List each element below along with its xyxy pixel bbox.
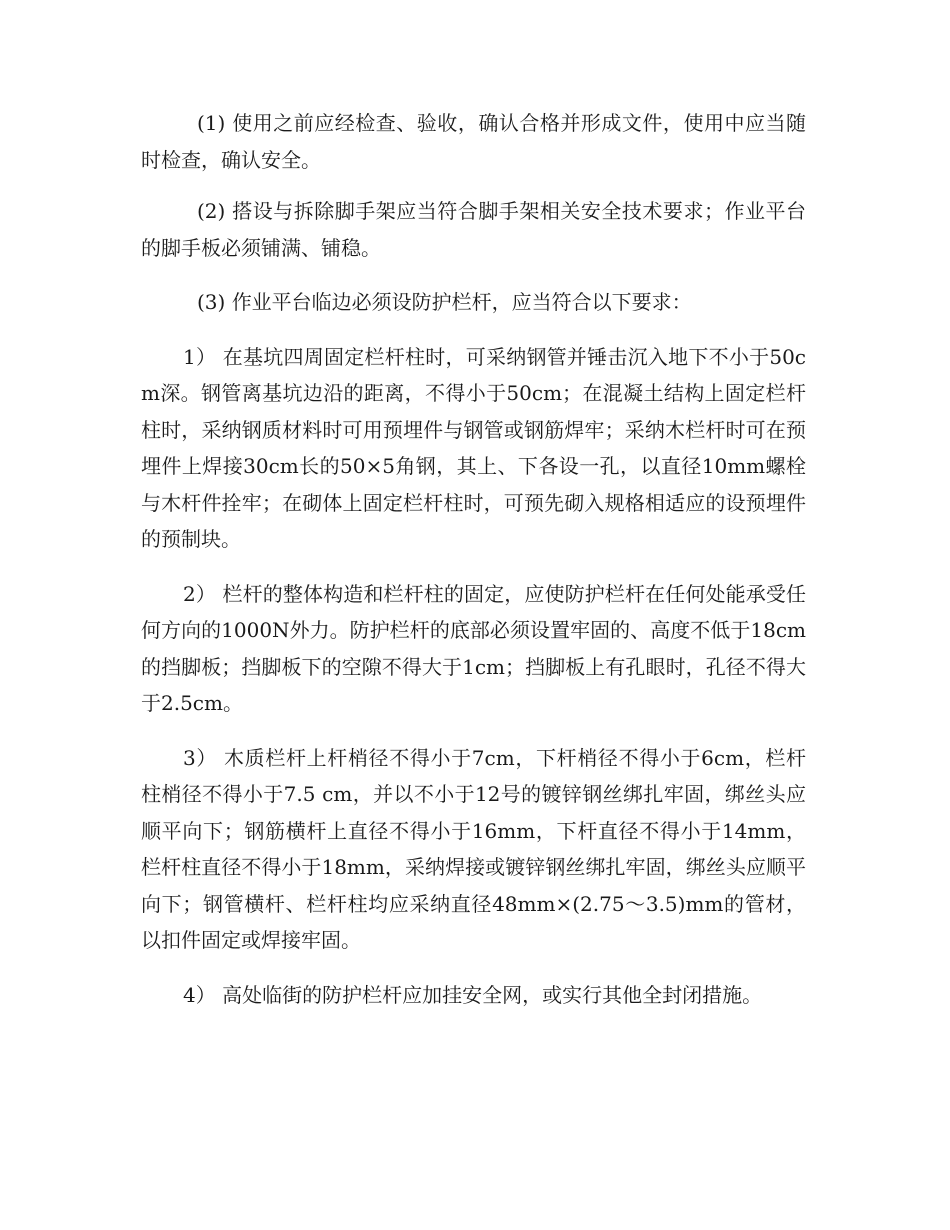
paragraph-item-1: (1) 使用之前应经检查、验收，确认合格并形成文件，使用中应当随时检查，确认安全。 (141, 111, 806, 172)
paragraph-item-3: (3) 作业平台临边必须设防护栏杆，应当符合以下要求： (197, 290, 692, 314)
paragraph-item-2: (2) 搭设与拆除脚手架应当符合脚手架相关安全技术要求；作业平台的脚手板必须铺满、铺稳。 (141, 199, 806, 260)
subitem-3: 3） 木质栏杆上杆梢径不得小于7cm，下杆梢径不得小于6cm，栏杆柱梢径不得小于7.5 cm，并以不小于12号的镀锌钢丝绑扎牢固，绑丝头应顺平向下；钢筋横杆上直径不得小于16mm，下杆直径不得小于14mm，栏杆柱直径不得小于18mm，采纳焊接或镀锌钢丝绑扎牢固，绑丝头应顺平向下；钢管横杆、栏杆柱均应采纳直径48mm×(2.75～3.5)mm的管材，以扣件固定或焊接牢固。 (141, 745, 806, 952)
subitem-4: 4） 高处临街的防护栏杆应加挂安全网，或实行其他全封闭措施。 (183, 982, 763, 1007)
document-body (141, 105, 806, 1029)
subitem-1: 1） 在基坑四周固定栏杆柱时，可采纳钢管并锤击沉入地下不小于50cm深。钢管离基坑边沿的距离，不得小于50cm；在混凝土结构上固定栏杆柱时，采纳钢质材料时可用预埋件与钢管或钢筋焊牢；采纳木栏杆时可在预埋件上焊接30cm长的50×5角钢，其上、下各设一孔，以直径10mm螺栓与木杆件拴牢；在砌体上固定栏杆柱时，可预先砌入规格相适应的设预埋件的预制块。 (141, 344, 806, 551)
subitem-2: 2） 栏杆的整体构造和栏杆柱的固定，应使防护栏杆在任何处能承受任何方向的1000N外力。防护栏杆的底部必须设置牢固的、高度不低于18cm的挡脚板；挡脚板下的空隙不得大于1cm；挡脚板上有孔眼时，孔径不得大于2.5cm。 (141, 581, 806, 715)
